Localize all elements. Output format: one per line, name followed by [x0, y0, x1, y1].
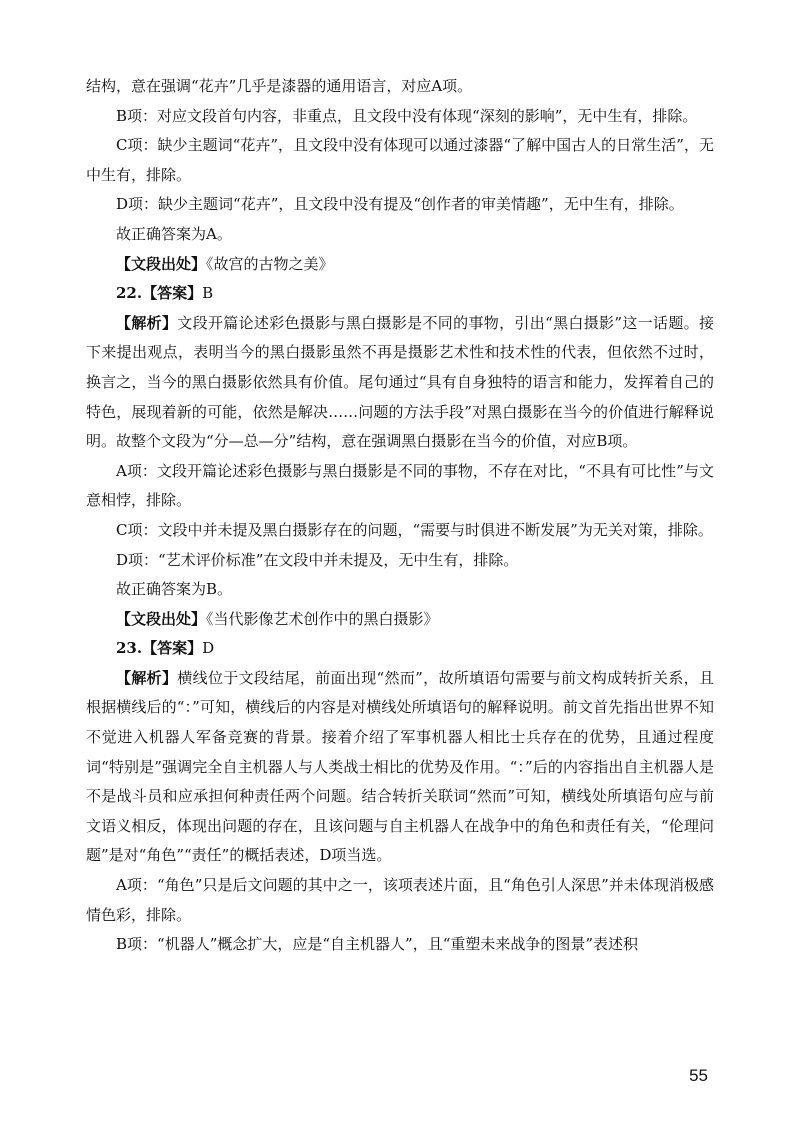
- paragraph-option-a: [86, 871, 714, 930]
- question-23-answer: [86, 634, 714, 664]
- source-title: 《故宫的古物之美》: [206, 254, 334, 273]
- paragraph-option-a: [86, 457, 714, 516]
- question-23-analysis: [86, 664, 714, 871]
- paragraph-text: 故正确答案为A。: [116, 224, 232, 243]
- answer-value: B: [202, 284, 214, 303]
- paragraph-text: A项：文段开篇论述彩色摄影与黑白摄影是不同的事物，不存在对比，“不具有可比性”与文意相悖，排除。: [86, 461, 714, 510]
- paragraph-option-d: [86, 546, 714, 576]
- paragraph-text: 故正确答案为B。: [116, 580, 233, 599]
- paragraph-text: 横线位于文段结尾，前面出现“然而”，故所填语句需要与前文构成转折关系，且根据横线后的“：”可知，横线后的内容是对横线处所填语句的解释说明。前文首先指出世界不知不觉进入机器人军备竞赛的背景。接着介绍了军事机器人相比士兵存在的优势，且通过程度词“特别是”强调完全自主机器人与人类战士相比的优势及作用。“：”后的内容指出自主机器人是不是战斗员和应承担何种责任两个问题。结合转折关联词“然而”可知，横线处所填语句应与前文语义相反，体现出问题的存在，且该问题与自主机器人在战争中的角色和责任有关，“伦理问题”是对“角色”“责任”的概括表述，D项当选。: [86, 668, 714, 865]
- paragraph-text: D项：“艺术评价标准”在文段中并未提及，无中生有，排除。: [116, 550, 519, 569]
- paragraph-option-b: [86, 930, 714, 960]
- paragraph-text: B项：“机器人”概念扩大，应是“自主机器人”，且“重塑未来战争的图景”表述积: [116, 935, 639, 954]
- question-22-analysis: [86, 309, 714, 457]
- paragraph-text: 文段开篇论述彩色摄影与黑白摄影是不同的事物，引出“黑白摄影”这一话题。接下来提出观点，表明当今的黑白摄影虽然不再是摄影艺术性和技术性的代表，但依然不过时，换言之，当今的黑白摄影依然具有价值。尾句通过“具有自身独特的语言和能力，发挥着自己的特色，展现着新的可能，依然是解决……问题的方法手段”对黑白摄影在当今的价值进行解释说明。故整个文段为“分—总—分”结构，意在强调黑白摄影在当今的价值，对应B项。: [86, 313, 714, 451]
- analysis-label: 【解析】: [116, 313, 178, 332]
- paragraph-option-c: [86, 131, 714, 190]
- paragraph-option-b: [86, 102, 714, 132]
- answer-label: 23.【答案】: [116, 639, 203, 658]
- page-number: 55: [689, 1066, 708, 1085]
- paragraph-text: A项：“角色”只是后文问题的其中之一，该项表述片面，且“角色引人深思”并未体现消极感情色彩，排除。: [86, 876, 714, 924]
- paragraph-source-22: [86, 605, 714, 635]
- paragraph-answer-21: [86, 220, 714, 250]
- paragraph-option-d: [86, 190, 714, 220]
- analysis-label: 【解析】: [116, 668, 178, 687]
- source-label: 【文段出处】: [116, 609, 207, 628]
- answer-value: D: [202, 639, 215, 658]
- question-22-answer: [86, 279, 714, 309]
- document-body: [86, 72, 714, 960]
- paragraph-source-21: [86, 250, 714, 280]
- paragraph-a-conclusion: [86, 72, 714, 102]
- paragraph-text: C项：缺少主题词“花卉”，且文段中没有体现可以通过漆器“了解中国古人的日常生活”，无中生有，排除。: [86, 136, 714, 184]
- paragraph-text: B项：对应文段首句内容，非重点，且文段中没有体现“深刻的影响”，无中生有，排除。: [116, 106, 698, 125]
- answer-label: 22.【答案】: [116, 284, 203, 303]
- paragraph-text: 结构，意在强调“花卉”几乎是漆器的通用语言，对应A项。: [86, 77, 473, 95]
- paragraph-answer-22: [86, 575, 714, 605]
- paragraph-text: D项：缺少主题词“花卉”，且文段中没有提及“创作者的审美情趣”，无中生有，排除。: [116, 195, 684, 214]
- source-label: 【文段出处】: [116, 254, 207, 273]
- paragraph-option-c: [86, 516, 714, 546]
- paragraph-text: C项：文段中并未提及黑白摄影存在的问题，“需要与时俱进不断发展”为无关对策，排除。: [116, 520, 713, 539]
- source-title: 《当代影像艺术创作中的黑白摄影》: [206, 609, 439, 628]
